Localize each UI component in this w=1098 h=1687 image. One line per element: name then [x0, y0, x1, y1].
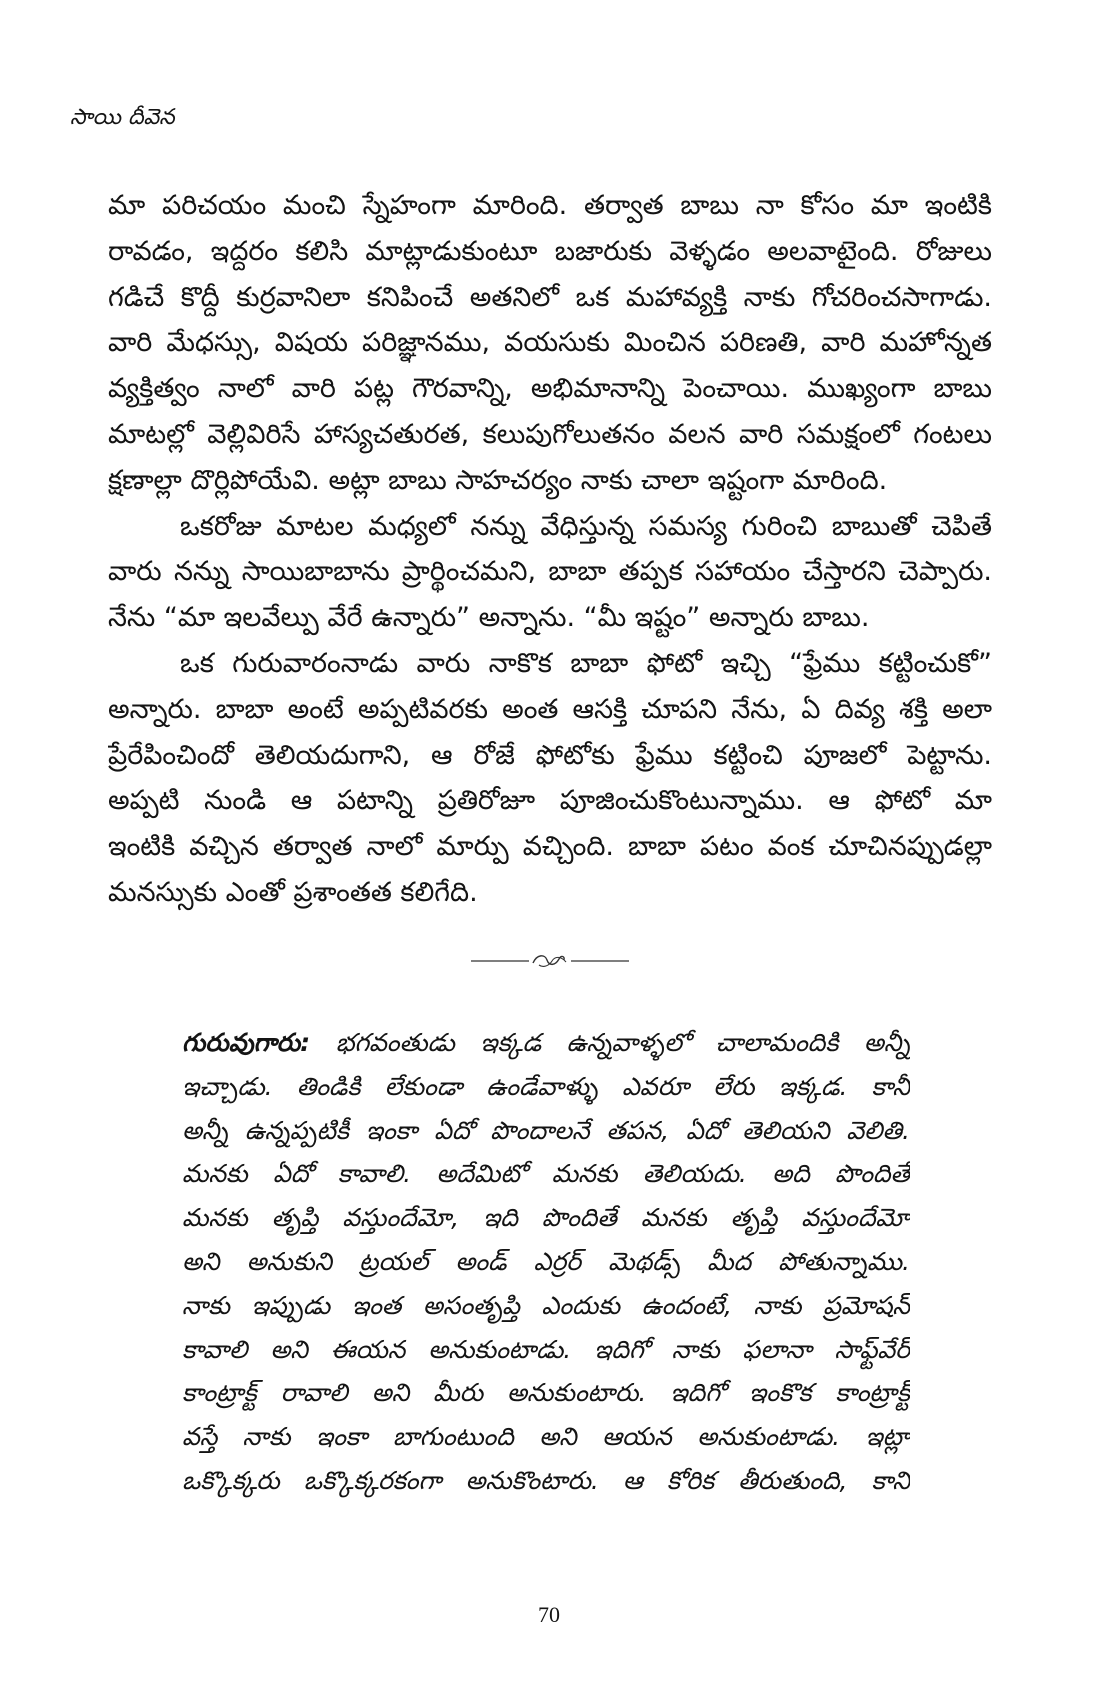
quote-line: అని అనుకుని ట్రయల్ అండ్ ఎర్రర్ మెథడ్స్ మీద పోతున్నాము. [182, 1246, 910, 1276]
body-line: మనస్సుకు ఎంతో ప్రశాంతత కలిగేది. [108, 876, 478, 908]
guru-quote [182, 1021, 910, 1503]
body-line: ఇంటికి వచ్చిన తర్వాత నాలో మార్పు వచ్చింది. బాబా పటం వంక చూచినప్పుడల్లా [108, 831, 992, 863]
body-line: అన్నారు. బాబా అంటే అప్పటివరకు అంత ఆసక్తి చూపని నేను, ఏ దివ్య శక్తి అలా [108, 693, 992, 725]
body-line: వారు నన్ను సాయిబాబాను ప్రార్థించమని, బాబా తప్పక సహాయం చేస్తారని చెప్పారు. [108, 556, 992, 588]
quote-line: మనకు తృప్తి వస్తుందేమో, ఇది పొందితే మనకు తృప్తి వస్తుందేమో [182, 1203, 910, 1233]
body-line: ఒక గురువారంనాడు వారు నాకొక బాబా ఫోటో ఇచ్చి “ఫ్రేము కట్టించుకో” [180, 647, 992, 679]
quote-line: కాంట్రాక్ట్ రావాలి అని మీరు అనుకుంటారు. ఇదిగో ఇంకొక కాంట్రాక్ట్ [182, 1378, 910, 1408]
body-line: అప్పటి నుండి ఆ పటాన్ని ప్రతిరోజూ పూజించుకొంటున్నాము. ఆ ఫోటో మా [108, 785, 992, 817]
quote-line [182, 1021, 910, 1065]
quote-line: వస్తే నాకు ఇంకా బాగుంటుంది అని ఆయన అనుకుంటాడు. ఇట్లా [182, 1422, 910, 1452]
quote-line: అన్నీ ఉన్నప్పటికీ ఇంకా ఏదో పొందాలనే తపన, ఏదో తెలియని వెలితి. [182, 1115, 910, 1145]
quote-line: ఒక్కొక్కరు ఒక్కొక్కరకంగా అనుకొంటారు. ఆ కోరిక తీరుతుంది, కాని [182, 1465, 910, 1495]
quote-line: ఇచ్చాడు. తిండికి లేకుండా ఉండేవాళ్ళు ఎవరూ లేరు ఇక్కడ. కానీ [182, 1071, 910, 1101]
body-line: వారి మేధస్సు, విషయ పరిజ్ఞానము, వయసుకు మించిన పరిణతి, వారి మహోన్నత [108, 327, 992, 359]
running-title: సాయి దీవెన [70, 105, 175, 130]
body-line: ఒకరోజు మాటల మధ్యలో నన్ను వేధిస్తున్న సమస్య గురించి బాబుతో చెపితే [180, 510, 992, 542]
body-line: వ్యక్తిత్వం నాలో వారి పట్ల గౌరవాన్ని, అభిమానాన్ని పెంచాయి. ముఖ్యంగా బాబు [108, 373, 992, 405]
body-line: ప్రేరేపించిందో తెలియదుగాని, ఆ రోజే ఫోటోకు ఫ్రేము కట్టించి పూజలో పెట్టాను. [108, 739, 992, 771]
body-line: క్షణాల్లా దొర్లిపోయేవి. అట్లా బాబు సాహచర్యం నాకు చాలా ఇష్టంగా మారింది. [108, 464, 888, 496]
body-line: నేను “మా ఇలవేల్పు వేరే ఉన్నారు” అన్నాను. “మీ ఇష్టం” అన్నారు బాబు. [108, 602, 870, 634]
body-line: గడిచే కొద్దీ కుర్రవానిలా కనిపించే అతనిలో ఒక మహావ్యక్తి నాకు గోచరించసాగాడు. [108, 281, 992, 313]
ornament-divider-icon [449, 944, 649, 976]
body-text [108, 183, 992, 916]
body-line: మా పరిచయం మంచి స్నేహంగా మారింది. తర్వాత బాబు నా కోసం మా ఇంటికి [108, 190, 992, 221]
quote-first-line: భగవంతుడు ఇక్కడ ఉన్నవాళ్ళలో చాలామందికి అన్నీ [335, 1028, 910, 1057]
quote-speaker: గురువుగారు: [182, 1028, 311, 1057]
quote-line: కావాలి అని ఈయన అనుకుంటాడు. ఇదిగో నాకు ఫలానా సాఫ్ట్‌వేర్ [182, 1334, 910, 1364]
quote-line: నాకు ఇప్పుడు ఇంత అసంతృప్తి ఎందుకు ఉందంటే, నాకు ప్రమోషన్ [182, 1290, 910, 1320]
body-line: రావడం, ఇద్దరం కలిసి మాట్లాడుకుంటూ బజారుకు వెళ్ళడం అలవాటైంది. రోజులు [108, 235, 992, 267]
quote-line: మనకు ఏదో కావాలి. అదేమిటో మనకు తెలియదు. అది పొందితే [182, 1159, 910, 1189]
body-line: మాటల్లో వెల్లివిరిసే హాస్యచతురత, కలుపుగోలుతనం వలన వారి సమక్షంలో గంటలు [108, 418, 992, 450]
page-number: 70 [538, 1602, 560, 1627]
